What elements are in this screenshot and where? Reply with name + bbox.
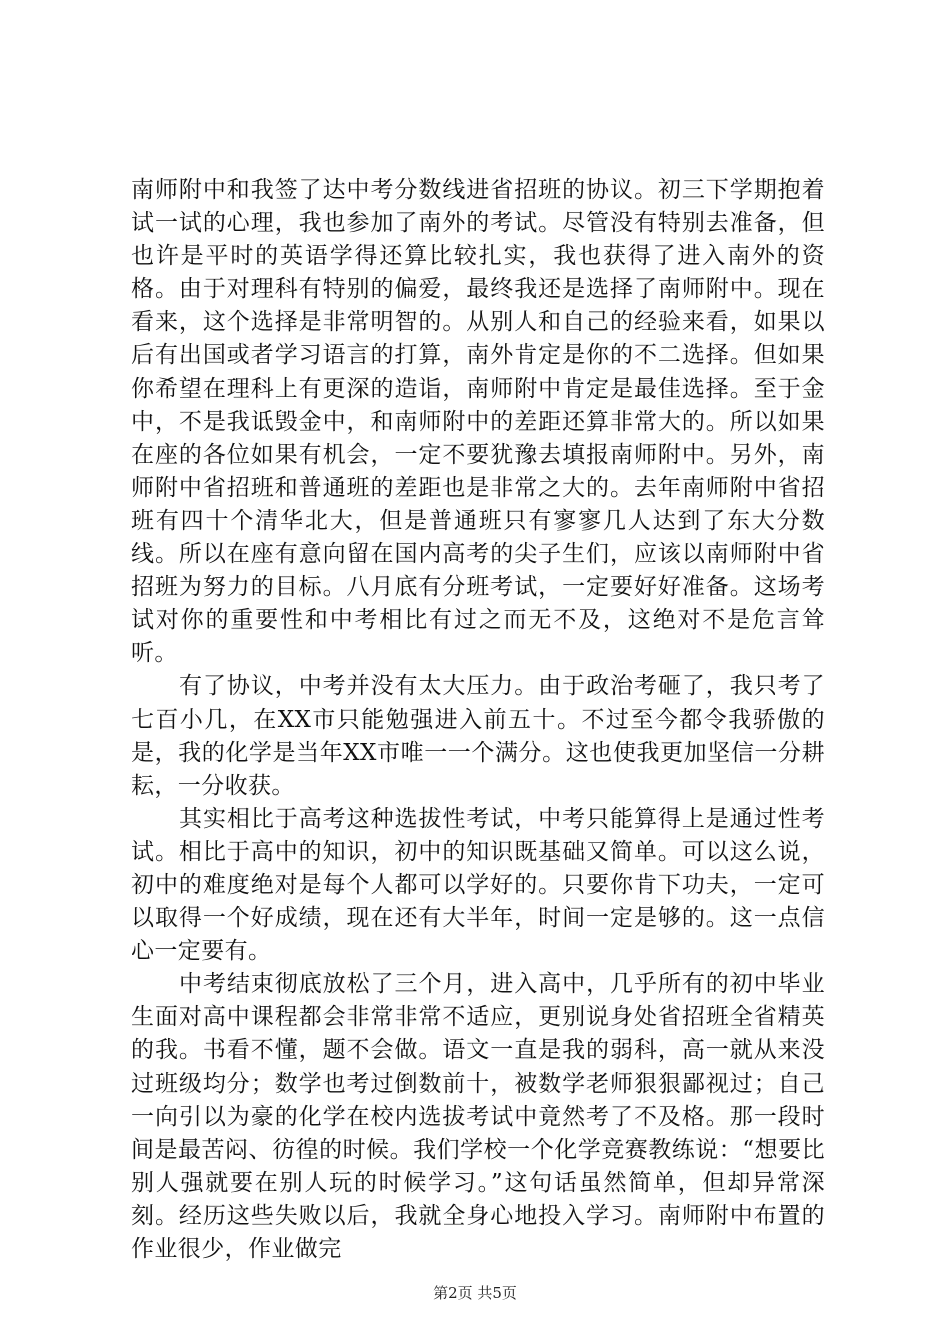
page-number-footer: 第2页 共5页 [433, 1284, 517, 1302]
document-body [131, 174, 825, 1266]
paragraph-4: 中考结束彻底放松了三个月，进入高中，几乎所有的初中毕业生面对高中课程都会非常非常不适应，更别说身处省招班全省精英的我。书看不懂，题不会做。语文一直是我的弱科，高一就从来没过班级均分；数学也考过倒数前十，被数学老师狠狠鄙视过；自己一向引以为豪的化学在校内选拔考试中竟然考了不及格。那一段时间是最苦闷、彷徨的时候。我们学校一个化学竞赛教练说：“想要比别人强就要在别人玩的时候学习。”这句话虽然简单，但却异常深刻。经历这些失败以后，我就全身心地投入学习。南师附中布置的作业很少，作业做完 [131, 971, 825, 1262]
paragraph-1: 南师附中和我签了达中考分数线进省招班的协议。初三下学期抱着试一试的心理，我也参加了南外的考试。尽管没有特别去准备，但也许是平时的英语学得还算比较扎实，我也获得了进入南外的资格。由于对理科有特别的偏爱，最终我还是选择了南师附中。现在看来，这个选择是非常明智的。从别人和自己的经验来看，如果以后有出国或者学习语言的打算，南外肯定是你的不二选择。但如果你希望在理科上有更深的造诣，南师附中肯定是最佳选择。至于金中，不是我诋毁金中，和南师附中的差距还算非常大的。所以如果在座的各位如果有机会，一定不要犹豫去填报南师附中。另外，南师附中省招班和普通班的差距也是非常之大的。去年南师附中省招班有四十个清华北大，但是普通班只有寥寥几人达到了东大分数线。所以在座有意向留在国内高考的尖子生们，应该以南师附中省招班为努力的目标。八月底有分班考试，一定要好好准备。这场考试对你的重要性和中考相比有过之而无不及，这绝对不是危言耸听。 [131, 177, 825, 667]
paragraph-3: 其实相比于高考这种选拔性考试，中考只能算得上是通过性考试。相比于高中的知识，初中的知识既基础又简单。可以这么说，初中的难度绝对是每个人都可以学好的。只要你肯下功夫，一定可以取得一个好成绩，现在还有大半年，时间一定是够的。这一点信心一定要有。 [131, 805, 825, 965]
paragraph-2: 有了协议，中考并没有太大压力。由于政治考砸了，我只考了七百小几，在XX市只能勉强进入前五十。不过至今都令我骄傲的是，我的化学是当年XX市唯一一个满分。这也使我更加坚信一分耕耘，一分收获。 [131, 673, 825, 799]
